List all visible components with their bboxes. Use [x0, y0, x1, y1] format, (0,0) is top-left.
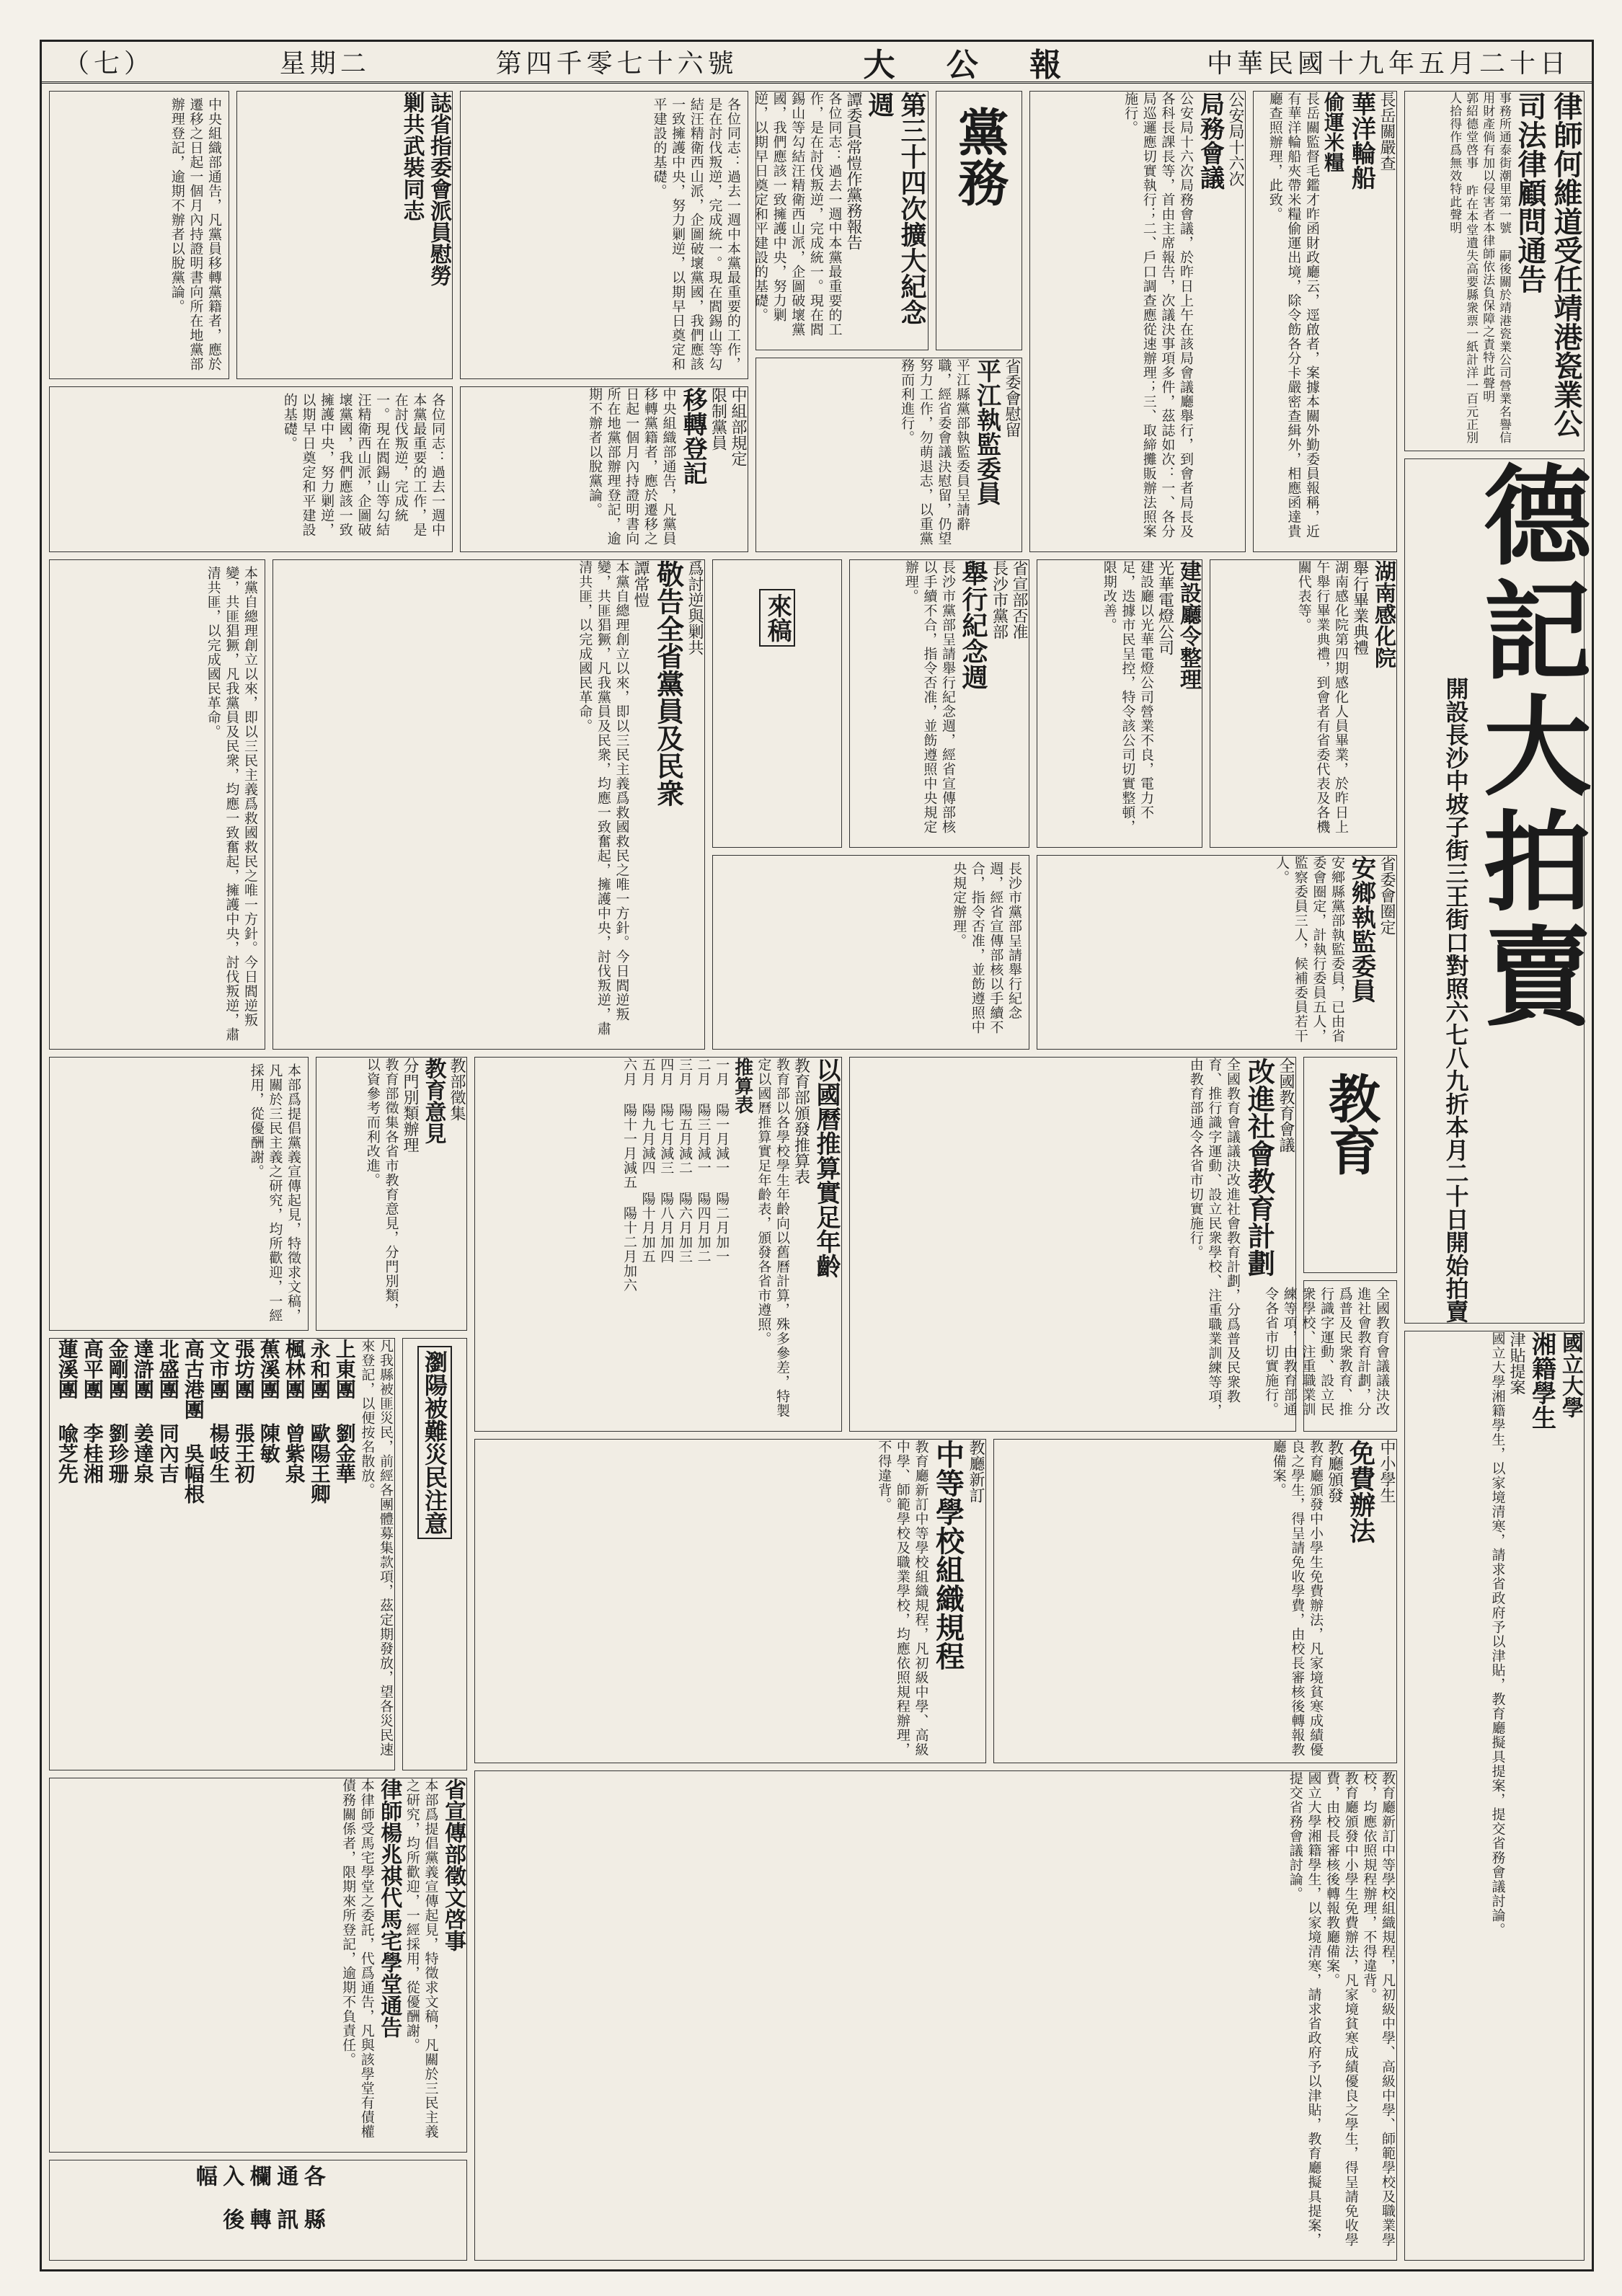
article-school-regulations-body: 教育廳新訂中等學校組織規程，凡初級中學、高級中學、師範學校及職業學校，均應依照規程辦理，不得違背。 — [876, 1440, 929, 1757]
article-left-lower — [49, 559, 265, 1050]
article-education-continued-body-1: 教育廳新訂中等學校組織規程，凡初級中學、高級中學、師範學校及職業學校，均應依照規程辦理，不得違背。 — [1361, 1771, 1396, 2247]
masthead-weekday: 星期二 — [279, 49, 371, 79]
article-education-continued-body-3: 國立大學湘籍學生，以家境清寒，請求省政府予以津貼，教育廳擬具提案，提交省務會議討論。 — [1287, 1771, 1322, 2247]
article-huayang-body: 長岳關監督毛鑑才昨函財政廳云，逕啟者，案據本關外勤委員報稱，近有華洋輪船夾帶米糧偷運出境，除令飭各分卡嚴密查緝外，相應函達貴廳查照辦理，此致。 — [1267, 92, 1320, 538]
article-electric-company-title: 建設廳令整理 — [1176, 560, 1201, 690]
article-anxiang — [1037, 855, 1397, 1050]
auction-ad — [1404, 458, 1590, 1324]
article-pingjiang-body: 平江縣黨部執監委員呈請辭職，經省委會議決慰留，仍望努力工作，勿萌退志，以重黨務而利進行。 — [899, 358, 970, 546]
article-age-body: 教育部以各學校學生年齡向以舊曆計算，殊多參差，特製定以國曆推算實足年齡表，頒發各省市遵照。 — [755, 1058, 790, 1418]
article-tuition-body: 教育廳頒發中小學生免費辦法，凡家境貧寒成績優良之學生，得呈請免收學費，由校長審核後轉報教廳備案。 — [1270, 1440, 1324, 1757]
article-appeal-title: 敬告全省黨員及民衆 — [652, 560, 684, 807]
article-age-subtitle: 教育部頒發推算表 — [792, 1058, 810, 1184]
article-reformatory — [1210, 559, 1397, 848]
education-spare-box — [1263, 1280, 1397, 1432]
auction-ad-detail: 六七八九折本月二十日開始拍賣 — [1442, 1000, 1470, 1323]
article-left-mid-body: 各位同志：過去一週中本黨最重要的工作，是在討伐叛逆，完成統一。現在閻錫山等勾結汪精衛西山派，企圖破壞黨國，我們應該一致擁護中央，努力剿逆，以期早日奠定和平建設的基礎。 — [281, 393, 446, 537]
age-table-row: 二月 陽三月減一 陽四月加二 — [695, 1058, 712, 1264]
article-left-edu — [49, 1057, 309, 1331]
article-police-body: 公安局十六次局務會議，於昨日上午在該局會議廳舉行，到會者局長及各科長課長等，首由主席報告，次議決事項多件，茲誌如次：一、各分局巡邏應切實執行；二、戶口調查應從速辦理；三、取締攤販辦法照案施行。 — [1122, 92, 1194, 538]
article-right-column-subtitle: 剿共武裝同志 — [399, 92, 425, 221]
article-memorial-denied-subtitle: 長沙市黨部 — [990, 560, 1009, 639]
article-suggestions-head: 教部徵集 — [448, 1058, 466, 1121]
article-school-regulations — [474, 1439, 986, 1763]
article-school-regulations-title: 中等學校組織規程 — [931, 1440, 965, 1670]
article-left-top-body: 中央組織部通告，凡黨員移轉黨籍者，應於遷移之日起一個月內持證明書向所在地黨部辦理登記，逾期不辦者以脫黨論。 — [169, 97, 222, 371]
article-memorial-denied — [849, 559, 1029, 848]
age-table-row: 五月 陽九月減四 陽十月加五 — [639, 1058, 656, 1264]
liuyang-notice-title: 瀏陽被難災民注意 — [417, 1346, 452, 1539]
article-pingjiang-subtitle: 省委會慰留 — [1003, 358, 1021, 438]
masthead-paper-name: 大 公 報 — [863, 46, 1082, 84]
guo-notice: 郭紹德堂啓事 昨在本堂遺失高要縣衆票一紙計洋一百元正別人拾得作爲無效特此聲明 — [1447, 92, 1479, 444]
article-transfer-body: 中央組織部通告，凡黨員移轉黨籍者，應於遷移之日起一個月內持證明書向所在地黨部辦理登記，逾期不辦者以脫黨論。 — [586, 387, 677, 546]
article-huayang-title: 華洋輪船 — [1347, 92, 1376, 190]
org-row: 蓮溪團 喩芝先 — [55, 1339, 79, 1484]
article-police-title: 局務會議 — [1195, 92, 1225, 190]
article-anxiang-body: 安鄉縣黨部執監委員，已由省委會圈定，計執行委員五人，監察委員三人，候補委員若干人。 — [1274, 856, 1345, 1043]
article-social-education-head: 全國教育會議 — [1277, 1058, 1295, 1153]
article-electric-company — [1037, 559, 1202, 848]
party-section-title: 黨務 — [949, 106, 1009, 207]
liuyang-relief-committee — [49, 1338, 395, 1770]
article-police-head: 公安局十六次 — [1226, 92, 1244, 187]
party-section-header — [936, 91, 1022, 350]
article-pingjiang — [755, 358, 1022, 552]
propaganda-notice-title: 省宣傳部徵文啓事 — [440, 1778, 466, 1951]
org-row: 永和團 歐陽王卿 — [307, 1339, 332, 1504]
article-police-meeting — [1029, 91, 1246, 552]
org-row: 文市團 楊岐生 — [206, 1339, 231, 1484]
article-left-lower-body: 本黨自總理創立以來，即以三民主義爲救國救民之唯一方針。今日閻逆叛變，共匪猖獗，凡我黨員及民衆，均應一致奮起，擁護中央，討伐叛逆，肅清共匪，以完成國民革命。 — [205, 566, 258, 1042]
article-transfer-head: 中組部規定 — [729, 387, 747, 466]
article-pingjiang-title: 平江執監委員 — [972, 358, 1001, 505]
article-students-head: 國立大學 — [1558, 1331, 1583, 1418]
article-school-regulations-head: 教廳新訂 — [967, 1440, 985, 1503]
article-reformatory-body: 湖南感化院第四期感化人員畢業，於昨日上午舉行畢業典禮，到會者有省委代表及各機關代表等。 — [1295, 560, 1349, 834]
county-news-footer-text: 各縣通訊欄轉入後幅 — [191, 2165, 325, 2251]
article-appeal — [272, 559, 705, 1050]
article-reformatory-title: 湖南感化院 — [1370, 560, 1396, 668]
article-appeal-author: 譚常愷 — [631, 560, 650, 608]
article-students-body: 國立大學湘籍學生，以家境清寒，請求省政府予以津貼，教育廳擬具提案，提交省務會議討論。 — [1489, 1331, 1506, 1937]
age-table-head: 推算表 — [731, 1058, 753, 1114]
article-anxiang-head: 省委會圈定 — [1378, 856, 1396, 935]
article-electric-company-subtitle: 光華電燈公司 — [1156, 560, 1174, 655]
article-memorial-denied-body: 長沙市黨部呈請舉行紀念週，經省宣傳部核以手續不合，指令否准，並飭遵照中央規定辦理。 — [903, 560, 956, 834]
article-social-education-title: 改進社會教育計劃 — [1243, 1058, 1275, 1277]
lawyer-yang-title: 律師楊兆祺代馬宅學堂通告 — [376, 1778, 402, 2038]
newspaper-page — [40, 40, 1594, 2271]
org-row: 高古港團 吳幅根 — [181, 1339, 205, 1504]
article-memorial-detail-body: 長沙市黨部呈請舉行紀念週，經省宣傳部核以手續不合，指令否准，並飭遵照中央規定辦理。 — [951, 861, 1022, 1034]
article-suggestions-title: 教育意見 — [420, 1058, 446, 1144]
age-table-row: 一月 陽一月減一 陽二月加一 — [714, 1058, 730, 1264]
liuyang-notice-body: 凡我縣被匪災民，前經各團體募集款項，茲定期發放，望各災民速來登記，以便按名散放。 — [359, 1339, 394, 1757]
article-tuition-title: 免費辦法 — [1345, 1440, 1375, 1543]
article-social-education-body: 全國教育會議議決改進社會教育計劃，分爲普及民衆教育、推行識字運動、設立民衆學校、注重職業訓練等項，由教育部通令各省市切實施行。 — [1187, 1058, 1241, 1418]
masthead-issue-number: 第四千零七十六號 — [495, 49, 738, 79]
org-row: 上東團 劉金華 — [332, 1339, 357, 1484]
article-students-title: 湘籍學生 — [1527, 1331, 1556, 1430]
article-social-education — [849, 1057, 1296, 1432]
article-suggestions-subtitle: 分門別類辦理 — [401, 1058, 419, 1153]
article-memorial-denied-title: 舉行紀念週 — [958, 560, 988, 690]
article-huayang-subtitle: 偷運米糧 — [1321, 92, 1345, 172]
article-appeal-body: 本黨自總理創立以來，即以三民主義爲救國救民之唯一方針。今日閻逆叛變，共匪猖獗，凡我黨員及民衆，均應一致奮起，擁護中央，討伐叛逆，肅清共匪，以完成國民革命。 — [577, 560, 630, 1036]
education-right-spare — [1404, 1331, 1585, 2261]
article-memorial-detail — [712, 855, 1029, 1050]
article-memorial-week-subtitle: 譚委員常愷作黨務報告 — [844, 92, 862, 250]
lawyer-notice-body: 事務所通泰街潮里第一號 嗣後關於靖港瓷業公司營業名譽信用財產倘有加以侵害者本律師依法負保障之責特此聲明 — [1480, 92, 1511, 444]
article-memorial-week-title: 第三十四次擴大紀念週 — [864, 92, 926, 325]
masthead-page-number: （七） — [63, 49, 155, 79]
article-tuition-head: 中小學生 — [1378, 1440, 1396, 1503]
article-education-continued-body-2: 教育廳頒發中小學生免費辦法，凡家境貧寒成績優良之學生，得呈請免收學費，由校長審核後轉報教廳備案。 — [1324, 1771, 1359, 2247]
education-header — [1303, 1057, 1397, 1273]
article-memorial-week-continued-body: 各位同志：過去一週中本黨最重要的工作，是在討伐叛逆，完成統一。現在閻錫山等勾結汪精衛西山派，企圖破壞黨國，我們應該一致擁護中央，努力剿逆，以期早日奠定和平建設的基礎。 — [651, 97, 741, 371]
article-age-title: 以國曆推算實足年齡 — [812, 1058, 841, 1278]
article-anxiang-title: 安鄉執監委員 — [1347, 856, 1376, 1003]
article-suggestions-body: 教育部徵集各省市教育意見，分門別類，以資參考而利改進。 — [364, 1058, 399, 1317]
auction-ad-title: 德記大拍賣 — [1465, 459, 1590, 1036]
lawyer-notice-title: 律師何維道受任靖港瓷業公司法律顧問通告 — [1513, 92, 1582, 438]
masthead — [42, 42, 1592, 84]
article-reformatory-subtitle: 舉行畢業典禮 — [1350, 560, 1369, 655]
county-news-footer — [49, 2160, 467, 2261]
article-transfer-registration — [460, 386, 748, 552]
article-huayang-head: 長岳關嚴查 — [1378, 92, 1396, 171]
masthead-date: 中華民國十九年五月二十日 — [1206, 49, 1570, 79]
article-appeal-head: 爲討逆與剿共 — [686, 560, 704, 655]
article-tuition-free — [993, 1439, 1397, 1763]
article-memorial-week-body: 各位同志：過去一週中本黨最重要的工作，是在討伐叛逆，完成統一。現在閻錫山等勾結汪精衛西山派，企圖破壞黨國，我們應該一致擁護中央，努力剿逆，以期早日奠定和平建設的基礎。 — [752, 92, 843, 337]
contribution-marker-label: 來稿 — [759, 589, 796, 647]
article-students-subtitle: 津貼提案 — [1507, 1331, 1525, 1395]
liuyang-notice-title-box — [402, 1338, 467, 1770]
org-row: 張坊團 張王初 — [231, 1339, 256, 1484]
education-header-title: 教育 — [1320, 1072, 1381, 1176]
education-spare-box-body: 全國教育會議議決改進社會教育計劃，分爲普及民衆教育、推行識字運動、設立民衆學校、注重職業訓練等項，由教育部通令各省市切實施行。 — [1263, 1287, 1390, 1417]
article-suggestions — [316, 1057, 467, 1331]
auction-ad-address: 開設長沙中坡子街三王街口對照 — [1442, 677, 1470, 1000]
org-row: 高平團 李桂湘 — [80, 1339, 105, 1484]
org-row: 金剛團 劉珍珊 — [105, 1339, 130, 1484]
article-memorial-week-continued — [460, 91, 748, 379]
age-table-row: 三月 陽五月減二 陽六月加三 — [676, 1058, 693, 1264]
article-left-edu-body: 本部爲提倡黨義宣傳起見，特徵求文稿，凡關於三民主義之研究，均所歡迎，一經採用，從優酬謝。 — [248, 1063, 301, 1323]
article-huayang-ship — [1253, 91, 1397, 552]
org-row: 楓林團 曾紫泉 — [282, 1339, 306, 1484]
age-table-row: 六月 陽十一月減五 陽十二月加六 — [621, 1058, 638, 1293]
age-table-row: 四月 陽七月減三 陽八月加四 — [658, 1058, 675, 1264]
article-right-column-title: 誌省指委會派員慰勞 — [426, 92, 451, 286]
article-age-table — [474, 1057, 842, 1432]
propaganda-notice-body: 本部爲提倡黨義宣傳起見，特徵求文稿，凡關於三民主義之研究，均所歡迎，一經採用，從優酬謝。 — [404, 1778, 439, 2139]
article-memorial-denied-head: 省宣部否准 — [1010, 560, 1028, 639]
article-education-continued — [474, 1770, 1397, 2261]
lawyer-yang-body: 本律師受馬宅學堂之委託，代爲通告，凡與該學堂有債權債務關係者，限期來所登記，逾期不負責任。 — [340, 1778, 375, 2139]
article-transfer-title: 移轉登記 — [678, 387, 707, 485]
article-tuition-subtitle: 教廳頒發 — [1325, 1440, 1344, 1503]
article-left-mid — [49, 386, 453, 552]
org-row: 北盛團 同內吉 — [156, 1339, 180, 1484]
article-electric-company-body: 建設廳以光華電燈公司營業不良，電力不足，迭據市民呈控，特令該公司切實整頓，限期改善。 — [1101, 560, 1154, 834]
org-row: 蕉溪團 陳敏 — [257, 1339, 281, 1463]
lawyer-notice — [1404, 91, 1585, 451]
org-row: 達滸團 姜達泉 — [130, 1339, 155, 1484]
article-memorial-week — [752, 91, 929, 350]
notices-lower-left — [49, 1778, 467, 2153]
article-left-top — [49, 91, 229, 379]
article-transfer-subtitle: 限制黨員 — [709, 387, 727, 451]
contribution-marker — [712, 559, 842, 848]
article-right-column — [236, 91, 453, 379]
